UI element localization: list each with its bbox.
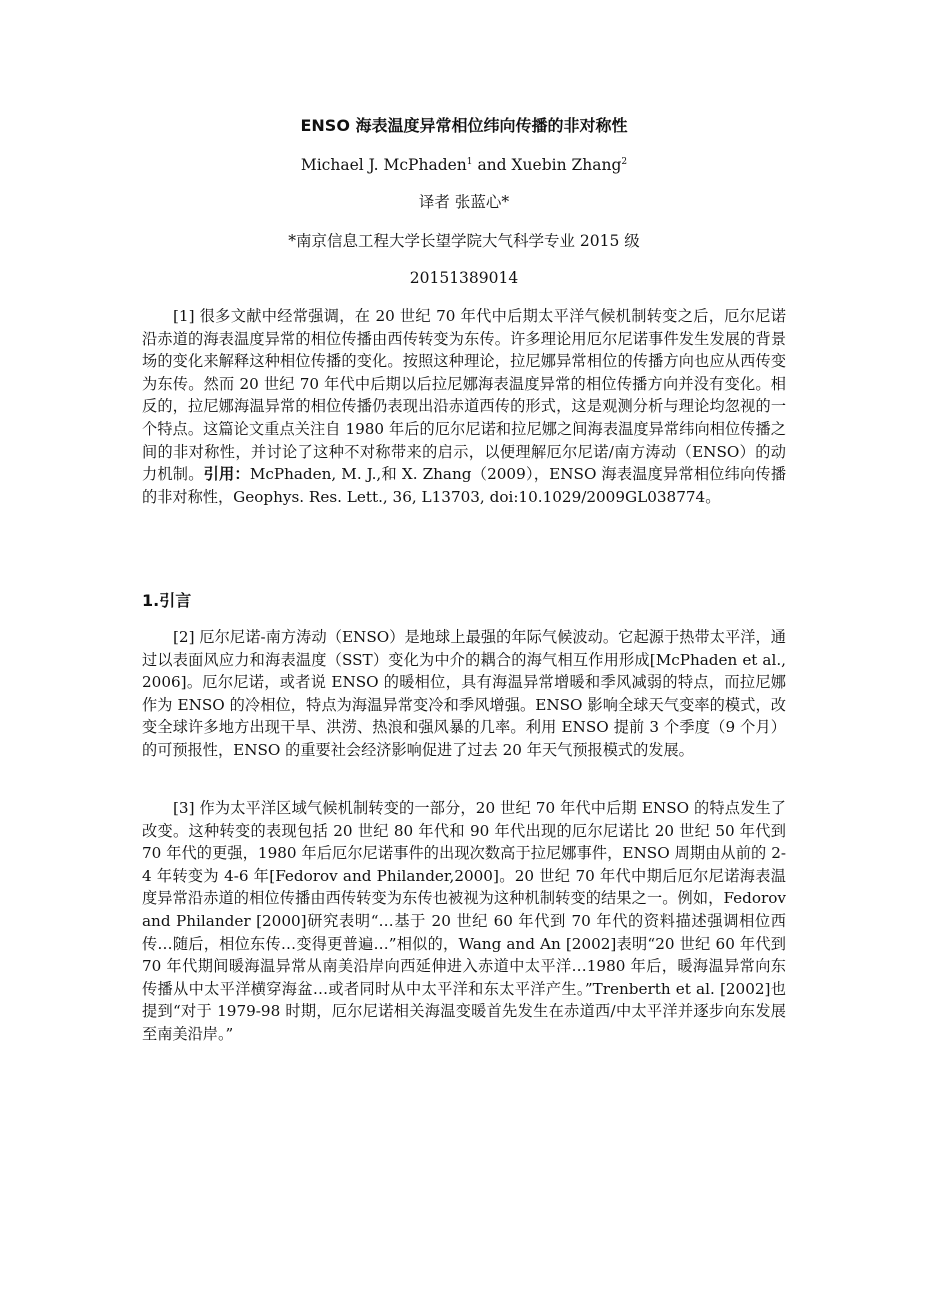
translator-line: 译者 张蓝心* (418, 193, 510, 211)
body-paragraph-2: [2] 厄尔尼诺-南方涛动（ENSO）是地球上最强的年际气候波动。它起源于热带太平洋，通过以表面风应力和海表温度（SST）变化为中介的耦合的海气相互作用形成[McPhaden et al.,2006]。厄尔尼诺，或者说 ENSO 的暖相位，具有海温异常增暖和季风减弱的特点，而拉尼娜作为 ENSO 的冷相位，特点为海温异常变冷和季风增强。ENSO 影响全球天气变率的模式，改变全球许多地方出现干旱、洪涝、热浪和强风暴的几率。利用 ENSO 提前 3 个季度（9 个月）的可预报性，ENSO 的重要社会经济影响促进了过去 20 年天气预报模式的发展。 (142, 628, 786, 759)
author-2-affiliation-mark: 2 (621, 157, 628, 167)
author-1-affiliation-mark: 1 (466, 157, 473, 167)
author-2-name: Xuebin Zhang (511, 156, 622, 174)
translator-affiliation: *南京信息工程大学长望学院大气科学专业 2015 级 (288, 232, 640, 250)
author-joiner: and (472, 156, 512, 174)
body-paragraph-3: [3] 作为太平洋区域气候机制转变的一部分，20 世纪 70 年代中后期 ENSO 的特点发生了改变。这种转变的表现包括 20 世纪 80 年代和 90 年代出现的厄尔尼诺比 20 世纪 50 年代到 70 年代的更强，1980 年后厄尔尼诺事件的出现次数高于拉尼娜事件，ENSO 周期由从前的 2-4 年转变为 4-6 年[Fedorov and Philander,2000]。20 世纪 70 年代中期后厄尔尼诺海表温度异常沿赤道的相位传播由西传转变为东传也被视为这种机制转变的结果之一。例如，Fedorov and Philander [2000]研究表明“…基于 20 世纪 60 年代到 70 年代的资料描述强调相位西传…随后，相位东传…变得更普遍…”相似的，Wang and An [2002]表明“20 世纪 60 年代到 70 年代期间暖海温异常从南美沿岸向西延伸进入赤道中太平洋…1980 年后，暖海温异常向东传播从中太平洋横穿海盆…或者同时从中太平洋和东太平洋产生。”Trenberth et al. [2002]也提到“对于 1979-98 时期，厄尔尼诺相关海温变暖首先发生在赤道西/中太平洋并逐步向东发展至南美沿岸。” (142, 799, 786, 1043)
author-line (142, 155, 786, 175)
citation-text: McPhaden, M. J.,和 X. Zhang（2009），ENSO 海表温度异常相位纬向传播的非对称性，Geophys. Res. Lett., 36, L13703, doi:10.1029/2009GL038774。 (142, 465, 787, 506)
citation-label: 引用： (203, 465, 250, 484)
paper-title: ENSO 海表温度异常相位纬向传播的非对称性 (300, 116, 628, 135)
section-heading-introduction: 1.引言 (142, 591, 192, 610)
abstract-text: [1] 很多文献中经常强调，在 20 世纪 70 年代中后期太平洋气候机制转变之后，厄尔尼诺沿赤道的海表温度异常的相位传播由西传转变为东传。许多理论用厄尔尼诺事件发生发展的背景场的变化来解释这种相位传播的变化。按照这种理论，拉尼娜异常相位的传播方向也应从西传变为东传。然而 20 世纪 70 年代中后期以后拉尼娜海表温度异常的相位传播方向并没有变化。相反的，拉尼娜海温异常的相位传播仍表现出沿赤道西传的形式，这是观测分析与理论均忽视的一个特点。这篇论文重点关注自 1980 年后的厄尔尼诺和拉尼娜之间海表温度异常纬向相位传播之间的非对称性，并讨论了这种不对称带来的启示，以便理解厄尔尼诺/南方涛动（ENSO）的动力机制。 (142, 307, 786, 484)
author-1-name: Michael J. McPhaden (300, 156, 467, 174)
student-id: 20151389014 (409, 269, 519, 287)
abstract-paragraph (142, 305, 786, 508)
